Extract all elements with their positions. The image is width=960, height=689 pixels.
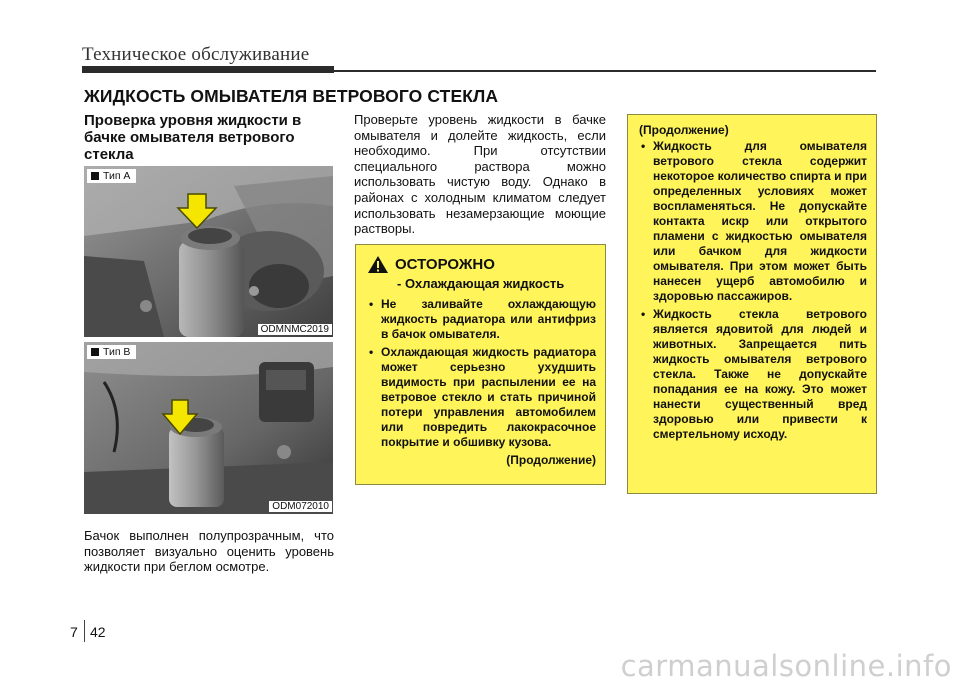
warning-heading-text: ОСТОРОЖНО xyxy=(395,256,495,273)
continued-label: (Продолжение) xyxy=(506,453,596,467)
list-item: • Жидкость стекла ветрового является ядовитой для людей и животных. Запрещается пить жидкость омывателя ветрового стекла. Также не допускайте попадания ее на кожу. Это может нанести существенный вред здоровью или привести к смертельному исходу. xyxy=(639,307,867,442)
running-header: Техническое обслуживание xyxy=(82,44,310,65)
warning-triangle-icon xyxy=(367,255,389,274)
list-item: • Не заливайте охлаждающую жидкость радиатора или антифриз в бачок омывателя. xyxy=(367,297,596,342)
continued-label-top: (Продолжение) xyxy=(639,123,729,137)
section-title: ЖИДКОСТЬ ОМЫВАТЕЛЯ ВЕТРОВОГО СТЕКЛА xyxy=(84,86,499,106)
subheading: Проверка уровня жидкости в бачке омывателя ветрового стекла xyxy=(84,112,302,163)
square-bullet-icon xyxy=(91,348,99,356)
photo-type-b xyxy=(84,342,333,514)
warning-box-coolant xyxy=(355,244,606,485)
engine-photo-a xyxy=(84,166,333,337)
chapter-number: 7 xyxy=(70,624,78,640)
type-a-text: Тип A xyxy=(103,170,131,182)
footer-divider xyxy=(84,620,85,642)
page-number: 42 xyxy=(90,624,106,640)
header-rule-thin xyxy=(334,70,876,72)
list-item: • Жидкость для омывателя ветрового стекла содержит некоторое количество спирта и при определенных условиях может воспламеняться. Не допускайте контакта искр или открытого пламени с жидкостью омывателя или бачком для жидкости омывателя. При этом может быть нанесен ущерб автомобилю и здоровью пассажиров. xyxy=(639,139,867,304)
body-paragraph-left: Бачок выполнен полупрозрачным, что позволяет визуально оценить уровень жидкости при беглом осмотре. xyxy=(84,528,334,575)
photo-a-code: ODMNMC2019 xyxy=(258,324,332,335)
body-paragraph-middle: Проверьте уровень жидкости в бачке омывателя и долейте жидкость, если необходимо. При отсутствии специального раствора можно использовать чистую воду. Однако в районах с холодным климатом следует использовать незамерзающие моющие растворы. xyxy=(354,112,606,237)
warning-subheading: - Охлаждающая жидкость xyxy=(397,276,565,291)
photo-type-a xyxy=(84,166,333,337)
list-item: • Охлаждающая жидкость радиатора может серьезно ухудшить видимость при распылении ее на ветровое стекло и стать причиной потери управления автомобилем или повредить лакокрасочное покрытие и обшивку кузова. xyxy=(367,345,596,450)
engine-photo-b xyxy=(84,342,333,514)
warning-box-continued xyxy=(627,114,877,494)
photo-b-code: ODM072010 xyxy=(269,501,332,512)
watermark: carmanualsonline.info xyxy=(620,649,952,683)
warning-list-continued xyxy=(639,139,867,442)
warning-heading xyxy=(367,255,596,274)
type-a-label xyxy=(87,169,136,183)
warning-list xyxy=(367,297,596,450)
type-b-text: Тип B xyxy=(103,346,131,358)
square-bullet-icon xyxy=(91,172,99,180)
header-rule-thick xyxy=(82,66,334,73)
type-b-label xyxy=(87,345,136,359)
